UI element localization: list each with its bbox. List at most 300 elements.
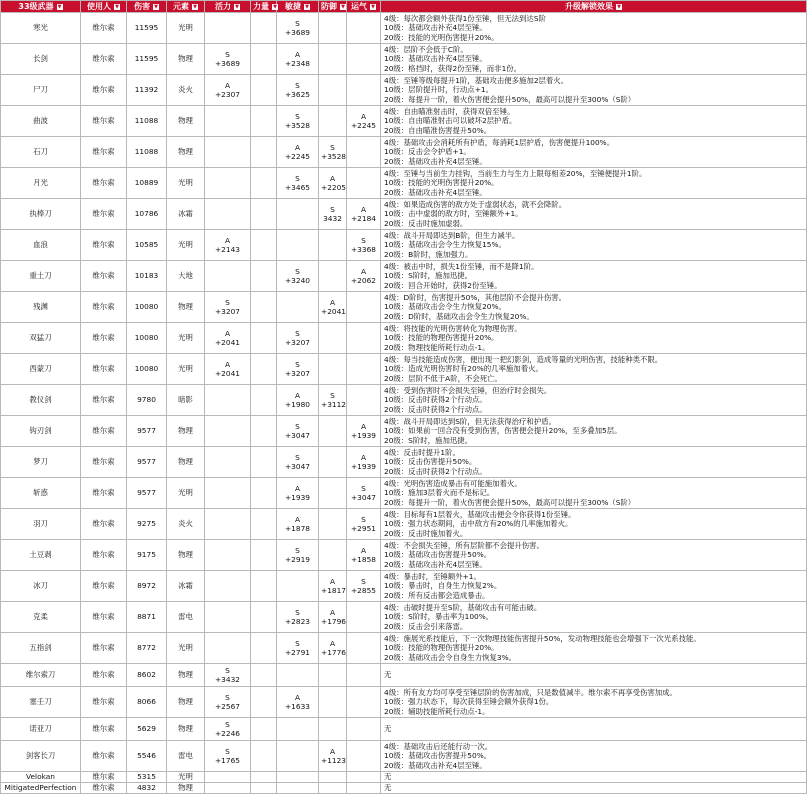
vitality-cell: A +2041 <box>205 323 251 354</box>
effect-line: 4级：不会损失至锤，所有层阶都不会提升伤害。 <box>384 540 544 550</box>
effects-cell <box>381 385 807 416</box>
col-luck[interactable]: 运气 ▼ <box>347 1 381 13</box>
effect-line: 4级：目标每有1层着火，基础攻击便会令你获得1份至锤。 <box>384 509 576 519</box>
weapon-cell: 土豆剥 <box>1 540 81 571</box>
defense-cell <box>319 44 347 75</box>
table-row <box>1 199 807 230</box>
user-cell: 维尔索 <box>81 75 127 106</box>
agility-cell: S +3047 <box>277 447 319 478</box>
defense-cell <box>319 106 347 137</box>
weapon-cell: 残渊 <box>1 292 81 323</box>
defense-cell <box>319 416 347 447</box>
filter-dropdown-icon[interactable]: ▼ <box>154 3 158 10</box>
effect-line: 10级：基础攻击补充4层至锤。 <box>384 23 487 33</box>
strength-cell <box>251 230 277 261</box>
effect-line: 4级：至锤与当前生力挂钩，当前生力与生力上限每相差20%，至锤便提升1阶。 <box>384 168 647 178</box>
agility-cell: S +2791 <box>277 633 319 664</box>
defense-cell <box>319 687 347 718</box>
effect-line: 20级：技能的光明伤害提升20%。 <box>384 32 499 42</box>
effect-line: 20级：辅助技能所耗行动点-1。 <box>384 706 490 716</box>
defense-cell <box>319 230 347 261</box>
damage-cell: 11595 <box>127 44 167 75</box>
vitality-cell <box>205 602 251 633</box>
luck-cell: A +1939 <box>347 447 381 478</box>
weapon-cell: MitigatedPerfection <box>1 783 81 794</box>
user-cell: 维尔索 <box>81 687 127 718</box>
effect-line: 无 <box>384 783 392 793</box>
vitality-cell <box>205 478 251 509</box>
user-cell: 维尔索 <box>81 571 127 602</box>
col-vitality[interactable]: 活力 ▼ <box>205 1 251 13</box>
table-row <box>1 106 807 137</box>
defense-cell <box>319 718 347 741</box>
luck-cell <box>347 13 381 44</box>
weapon-cell: 尸刀 <box>1 75 81 106</box>
damage-cell: 10080 <box>127 323 167 354</box>
filter-dropdown-icon[interactable]: ▼ <box>57 3 62 10</box>
effect-line: 20级：基础攻击会令自身生力恢复3%。 <box>384 652 516 662</box>
effects-cell <box>381 602 807 633</box>
effect-line: 10级：反击时获得2个行动点。 <box>384 395 487 405</box>
effect-line: 4级：被击中时，损失1份至锤，而不是降1阶。 <box>384 261 539 271</box>
effect-line: 10级：基础攻击会令生力恢复20%。 <box>384 302 506 312</box>
luck-cell <box>347 137 381 168</box>
element-cell: 光明 <box>167 633 205 664</box>
effect-line: 20级：S阶时，施加迅捷。 <box>384 435 473 445</box>
agility-cell: S +3207 <box>277 323 319 354</box>
luck-cell: S +2855 <box>347 571 381 602</box>
user-cell: 维尔索 <box>81 741 127 772</box>
effect-line: 4级：击破时提升至S阶，基础攻击有可能击破。 <box>384 602 542 612</box>
table-row <box>1 354 807 385</box>
element-cell: 物理 <box>167 137 205 168</box>
col-defense[interactable]: 防御 ▼ <box>319 1 347 13</box>
effect-line: 20级：格挡时，获得2份至锤，而非1份。 <box>384 63 522 73</box>
agility-cell: S +2823 <box>277 602 319 633</box>
effect-line: 4级：战斗开局即达到B阶，但生力减半。 <box>384 230 520 240</box>
table-row <box>1 44 807 75</box>
weapon-cell: 斩惑 <box>1 478 81 509</box>
agility-cell: A +1878 <box>277 509 319 540</box>
strength-cell <box>251 741 277 772</box>
effect-line: 4级：自由瞄准射击时，获得双倍至锤。 <box>384 106 515 116</box>
agility-cell: A +2245 <box>277 137 319 168</box>
effect-line: 10级：基础攻击伤害提升50%。 <box>384 550 492 560</box>
element-cell: 冰霜 <box>167 199 205 230</box>
table-row <box>1 602 807 633</box>
effect-line: 4级：每当技能造成伤害，便出现一把幻影剑，造成等量的光明伤害，技能种类不限。 <box>384 354 663 364</box>
defense-cell <box>319 783 347 794</box>
vitality-cell <box>205 199 251 230</box>
vitality-cell: A +2307 <box>205 75 251 106</box>
agility-cell <box>277 199 319 230</box>
filter-dropdown-icon[interactable]: ▼ <box>617 3 621 10</box>
effect-line: 4级：反击时提升1阶。 <box>384 447 460 457</box>
user-cell: 维尔索 <box>81 772 127 783</box>
vitality-cell <box>205 772 251 783</box>
table-row <box>1 633 807 664</box>
strength-cell <box>251 168 277 199</box>
user-cell: 维尔索 <box>81 416 127 447</box>
user-cell: 维尔索 <box>81 44 127 75</box>
weapon-cell: 西蒙刀 <box>1 354 81 385</box>
element-cell: 雷电 <box>167 602 205 633</box>
defense-cell <box>319 354 347 385</box>
element-cell: 冰霜 <box>167 571 205 602</box>
col-damage[interactable]: 伤害 ▼ <box>127 1 167 13</box>
agility-cell: A +1980 <box>277 385 319 416</box>
effect-line: 10级：基础攻击伤害提升50%。 <box>384 751 492 761</box>
user-cell: 维尔索 <box>81 168 127 199</box>
strength-cell <box>251 447 277 478</box>
defense-cell: A +1817 <box>319 571 347 602</box>
luck-cell <box>347 783 381 794</box>
effect-line: 10级：强力状态期间，击中敌方有20%的几率施加着火。 <box>384 519 573 529</box>
effect-line: 10级：层阶提升时，行动点+1。 <box>384 85 493 95</box>
table-row <box>1 772 807 783</box>
effect-line: 10级：S阶时，暴击率为100%。 <box>384 612 494 622</box>
agility-cell: S +3689 <box>277 13 319 44</box>
vitality-cell <box>205 13 251 44</box>
damage-cell: 8972 <box>127 571 167 602</box>
weapon-cell: 寒光 <box>1 13 81 44</box>
weapon-cell: 羽刀 <box>1 509 81 540</box>
agility-cell <box>277 718 319 741</box>
weapon-cell: 梦刀 <box>1 447 81 478</box>
effect-line: 20级：基础攻击补充4层至锤。 <box>384 187 487 197</box>
defense-cell: A +1796 <box>319 602 347 633</box>
element-cell: 炎火 <box>167 509 205 540</box>
table-row <box>1 447 807 478</box>
effect-line: 4级：基础攻击后还能行动一次。 <box>384 741 493 751</box>
element-cell: 炎火 <box>167 75 205 106</box>
table-row <box>1 230 807 261</box>
luck-cell <box>347 385 381 416</box>
strength-cell <box>251 385 277 416</box>
user-cell: 维尔索 <box>81 447 127 478</box>
agility-cell <box>277 571 319 602</box>
effect-line: 10级：施加3层着火而不是标记。 <box>384 488 495 498</box>
effect-line: 10级：造成光明伤害时有20%的几率施加着火。 <box>384 364 543 374</box>
weapon-cell: 冰刀 <box>1 571 81 602</box>
agility-cell <box>277 783 319 794</box>
luck-cell <box>347 354 381 385</box>
filter-dropdown-icon[interactable]: ▼ <box>193 3 197 10</box>
filter-dropdown-icon[interactable]: ▼ <box>305 3 309 10</box>
user-cell: 维尔索 <box>81 633 127 664</box>
user-cell: 维尔索 <box>81 509 127 540</box>
user-cell: 维尔索 <box>81 261 127 292</box>
col-agility[interactable]: 敏捷 ▼ <box>277 1 319 13</box>
damage-cell: 9780 <box>127 385 167 416</box>
effect-line: 20级：反击时获得2个行动点。 <box>384 466 487 476</box>
defense-cell <box>319 13 347 44</box>
damage-cell: 9275 <box>127 509 167 540</box>
element-cell: 物理 <box>167 447 205 478</box>
defense-cell: A +1776 <box>319 633 347 664</box>
effect-line: 10级：强力状态下，每次获得至锤会额外获得1份。 <box>384 697 554 707</box>
vitality-cell: S +1765 <box>205 741 251 772</box>
effect-line: 20级：回合开始时，获得2份至锤。 <box>384 280 502 290</box>
damage-cell: 9577 <box>127 447 167 478</box>
effects-cell <box>381 478 807 509</box>
effects-cell <box>381 772 807 783</box>
effects-cell <box>381 44 807 75</box>
strength-cell <box>251 540 277 571</box>
effect-line: 20级：层阶不低于A阶，不会死亡。 <box>384 373 502 383</box>
weapon-cell: 石刀 <box>1 137 81 168</box>
table-row <box>1 783 807 794</box>
agility-cell: S +3240 <box>277 261 319 292</box>
defense-cell: S +3112 <box>319 385 347 416</box>
defense-cell <box>319 447 347 478</box>
damage-cell: 10585 <box>127 230 167 261</box>
effect-line: 4级：暴击时，至锤额外+1。 <box>384 571 481 581</box>
effects-cell <box>381 230 807 261</box>
effects-cell <box>381 416 807 447</box>
table-row <box>1 687 807 718</box>
user-cell: 维尔索 <box>81 602 127 633</box>
user-cell: 维尔索 <box>81 106 127 137</box>
table-row <box>1 168 807 199</box>
damage-cell: 10183 <box>127 261 167 292</box>
strength-cell <box>251 664 277 687</box>
defense-cell <box>319 75 347 106</box>
damage-cell: 8066 <box>127 687 167 718</box>
defense-cell <box>319 323 347 354</box>
weapon-cell: 剑客长刀 <box>1 741 81 772</box>
effects-cell <box>381 447 807 478</box>
defense-cell: A +2205 <box>319 168 347 199</box>
element-cell: 暗影 <box>167 385 205 416</box>
damage-cell: 8602 <box>127 664 167 687</box>
element-cell: 光明 <box>167 168 205 199</box>
effect-line: 20级：每提升一阶，着火伤害便会提升50%，最高可以提升至300%（S阶） <box>384 94 636 104</box>
defense-cell <box>319 664 347 687</box>
element-cell: 物理 <box>167 687 205 718</box>
strength-cell <box>251 292 277 323</box>
damage-cell: 10786 <box>127 199 167 230</box>
effect-line: 20级：反击时施加着火。 <box>384 528 468 538</box>
vitality-cell <box>205 261 251 292</box>
effects-cell <box>381 571 807 602</box>
effect-line: 20级：基础攻击补充4层至锤。 <box>384 760 487 770</box>
effect-line: 4级：受到伤害时不会损失至锤，但治疗时会损失。 <box>384 385 552 395</box>
strength-cell <box>251 772 277 783</box>
effect-line: 无 <box>384 772 392 782</box>
defense-cell: S 3432 <box>319 199 347 230</box>
col-element[interactable]: 元素 ▼ <box>167 1 205 13</box>
header-row <box>1 1 807 13</box>
agility-cell: S +3625 <box>277 75 319 106</box>
damage-cell: 11392 <box>127 75 167 106</box>
element-cell: 光明 <box>167 323 205 354</box>
effect-line: 20级：反击会引来落雷。 <box>384 621 468 631</box>
user-cell: 维尔索 <box>81 478 127 509</box>
luck-cell <box>347 772 381 783</box>
element-cell: 物理 <box>167 540 205 571</box>
col-user[interactable]: 使用人 ▼ <box>81 1 127 13</box>
effect-line: 20级：基础攻击补充4层至锤。 <box>384 156 487 166</box>
strength-cell <box>251 687 277 718</box>
vitality-cell <box>205 509 251 540</box>
user-cell: 维尔索 <box>81 13 127 44</box>
luck-cell <box>347 687 381 718</box>
effect-line: 10级：自由瞄准射击可以破坏2层护盾。 <box>384 116 517 126</box>
weapon-cell: 长剑 <box>1 44 81 75</box>
weapon-cell: 诺亚刀 <box>1 718 81 741</box>
damage-cell: 9577 <box>127 416 167 447</box>
strength-cell <box>251 354 277 385</box>
defense-cell: S +3528 <box>319 137 347 168</box>
element-cell: 光明 <box>167 230 205 261</box>
user-cell: 维尔索 <box>81 664 127 687</box>
vitality-cell: S +3689 <box>205 44 251 75</box>
effect-line: 无 <box>384 670 392 680</box>
strength-cell <box>251 323 277 354</box>
damage-cell: 4832 <box>127 783 167 794</box>
strength-cell <box>251 718 277 741</box>
vitality-cell: S +3432 <box>205 664 251 687</box>
filter-dropdown-icon[interactable]: ▼ <box>371 3 375 10</box>
table-row <box>1 540 807 571</box>
defense-cell: A +2041 <box>319 292 347 323</box>
table-row <box>1 718 807 741</box>
effect-line: 20级：物理技能所耗行动点-1。 <box>384 342 490 352</box>
table-row <box>1 13 807 44</box>
agility-cell <box>277 230 319 261</box>
effect-line: 10级：暴击时，自身生力恢复2%。 <box>384 581 502 591</box>
table-row <box>1 478 807 509</box>
filter-dropdown-icon[interactable]: ▼ <box>273 3 277 10</box>
effect-line: 20级：每提升一阶，着火伤害便会提升50%，最高可以提升至300%（S阶） <box>384 497 636 507</box>
effects-cell <box>381 292 807 323</box>
col-strength[interactable]: 力量 ▼ <box>251 1 277 13</box>
strength-cell <box>251 106 277 137</box>
vitality-cell <box>205 447 251 478</box>
user-cell: 维尔索 <box>81 718 127 741</box>
effects-cell <box>381 718 807 741</box>
vitality-cell <box>205 783 251 794</box>
effect-line: 4级：如果造成伤害的敌方处于虚弱状态，就不会降阶。 <box>384 199 567 209</box>
col-effects[interactable]: 升级解锁效果 ▼ <box>381 1 807 13</box>
effect-line: 10级：基础攻击补充4层至锤。 <box>384 54 487 64</box>
effect-line: 10级：击中虚弱的敌方时，至锤额外+1。 <box>384 209 523 219</box>
weapon-cell: 教仪剑 <box>1 385 81 416</box>
weapon-cell: 钩刃剑 <box>1 416 81 447</box>
strength-cell <box>251 478 277 509</box>
effects-cell <box>381 354 807 385</box>
element-cell: 物理 <box>167 416 205 447</box>
strength-cell <box>251 44 277 75</box>
user-cell: 维尔索 <box>81 230 127 261</box>
filter-dropdown-icon[interactable]: ▼ <box>235 3 239 10</box>
vitality-cell <box>205 633 251 664</box>
weapon-cell: 维尔索刀 <box>1 664 81 687</box>
luck-cell <box>347 292 381 323</box>
damage-cell: 10080 <box>127 292 167 323</box>
luck-cell <box>347 718 381 741</box>
effects-cell <box>381 783 807 794</box>
damage-cell: 10889 <box>127 168 167 199</box>
effect-line: 4级：至锤等级每提升1阶，基础攻击便多施加2层着火。 <box>384 75 569 85</box>
luck-cell: A +2062 <box>347 261 381 292</box>
filter-dropdown-icon[interactable]: ▼ <box>115 3 119 10</box>
vitality-cell <box>205 385 251 416</box>
effect-line: 10级：基础攻击会令生力恢复15%。 <box>384 240 506 250</box>
effects-cell <box>381 106 807 137</box>
effects-cell <box>381 75 807 106</box>
agility-cell: A +1939 <box>277 478 319 509</box>
effect-line: 20级：基础攻击补充4层至锤。 <box>384 559 487 569</box>
col-weapon[interactable]: 33级武器 ▼ <box>1 1 81 13</box>
element-cell: 光明 <box>167 13 205 44</box>
table-body <box>1 13 807 794</box>
user-cell: 维尔索 <box>81 385 127 416</box>
table-row <box>1 292 807 323</box>
agility-cell <box>277 772 319 783</box>
element-cell: 光明 <box>167 478 205 509</box>
vitality-cell: A +2041 <box>205 354 251 385</box>
defense-cell <box>319 772 347 783</box>
table-row <box>1 664 807 687</box>
user-cell: 维尔索 <box>81 323 127 354</box>
weapon-cell: Velokan <box>1 772 81 783</box>
effect-line: 10级：技能的物理伤害提升20%。 <box>384 333 499 343</box>
effects-cell <box>381 199 807 230</box>
agility-cell: S +3207 <box>277 354 319 385</box>
luck-cell <box>347 602 381 633</box>
luck-cell: A +2245 <box>347 106 381 137</box>
element-cell: 物理 <box>167 783 205 794</box>
weapon-cell: 血浪 <box>1 230 81 261</box>
damage-cell: 5629 <box>127 718 167 741</box>
damage-cell: 5315 <box>127 772 167 783</box>
table-row <box>1 75 807 106</box>
effect-line: 20级：所有反击都会造成暴击。 <box>384 590 490 600</box>
luck-cell <box>347 75 381 106</box>
luck-cell <box>347 168 381 199</box>
vitality-cell: A +2143 <box>205 230 251 261</box>
luck-cell <box>347 633 381 664</box>
user-cell: 维尔索 <box>81 783 127 794</box>
effect-line: 4级：光明伤害造成暴击有可能施加着火。 <box>384 478 522 488</box>
effect-line: 4级：将技能的光明伤害转化为物理伤害。 <box>384 323 522 333</box>
damage-cell: 11088 <box>127 137 167 168</box>
element-cell: 物理 <box>167 664 205 687</box>
weapon-cell: 塞壬刀 <box>1 687 81 718</box>
effect-line: 4级：施展光系技能后，下一次物理技能伤害提升50%，发动物理技能也会增强下一次光系技能。 <box>384 633 701 643</box>
effect-line: 20级：B阶时，施加强力。 <box>384 249 473 259</box>
filter-dropdown-icon[interactable]: ▼ <box>341 3 345 10</box>
luck-cell: A +2184 <box>347 199 381 230</box>
vitality-cell: S +2246 <box>205 718 251 741</box>
effect-line: 10级：技能的光明伤害提升20%。 <box>384 178 499 188</box>
table-row <box>1 509 807 540</box>
table-row <box>1 385 807 416</box>
agility-cell: S +3047 <box>277 416 319 447</box>
luck-cell: S +3368 <box>347 230 381 261</box>
luck-cell: S +3047 <box>347 478 381 509</box>
strength-cell <box>251 416 277 447</box>
damage-cell: 8772 <box>127 633 167 664</box>
effect-line: 20级：反击时获得2个行动点。 <box>384 404 487 414</box>
strength-cell <box>251 602 277 633</box>
strength-cell <box>251 261 277 292</box>
user-cell: 维尔索 <box>81 137 127 168</box>
weapon-cell: 克柔 <box>1 602 81 633</box>
agility-cell <box>277 741 319 772</box>
